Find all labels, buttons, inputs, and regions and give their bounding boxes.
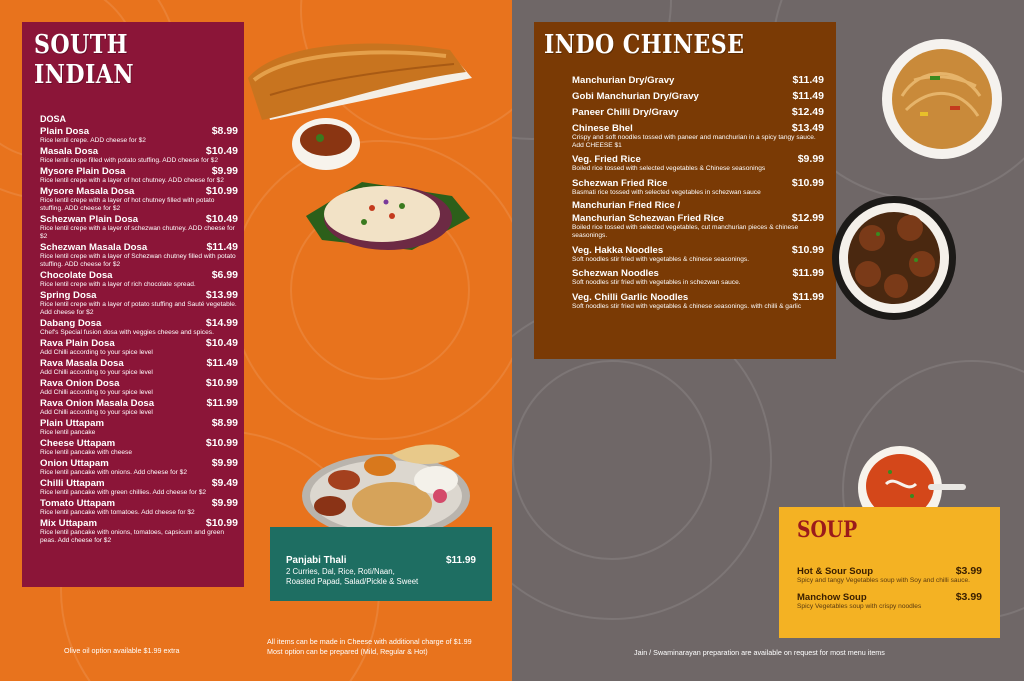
menu-item: [572, 244, 824, 264]
menu-item: [797, 591, 982, 611]
menu-item-price: $9.99: [211, 497, 238, 509]
menu-item: [572, 90, 824, 102]
menu-item: [40, 185, 238, 213]
menu-item-row: [40, 269, 238, 281]
menu-item: [40, 497, 238, 517]
menu-item-description: Rice lentil crepe. ADD cheese for $2: [40, 137, 146, 144]
menu-item: [40, 165, 238, 185]
menu-item-price: $10.99: [791, 176, 824, 189]
thali-price: $11.99: [445, 555, 476, 566]
menu-item-price: $10.49: [205, 213, 238, 225]
menu-item-name: Mysore Masala Dosa: [40, 186, 135, 197]
menu-item-name: Manchurian Fried Rice /: [572, 200, 681, 212]
menu-item-price: $13.99: [205, 289, 238, 301]
menu-item-name: Manchurian Dry/Gravy: [572, 75, 675, 86]
menu-item-price: $10.99: [205, 185, 238, 197]
menu-item-name: Paneer Chilli Dry/Gravy: [572, 107, 679, 118]
menu-item-description: Add Chilli according to your spice level: [40, 349, 153, 356]
menu-item-description: Basmati rice tossed with selected vegetables in schezwan sauce: [572, 188, 761, 196]
hakka-noodles-image: [880, 36, 1004, 162]
menu-item: [40, 397, 238, 417]
uttapam-image: [302, 176, 472, 256]
menu-item-name: Rava Plain Dosa: [40, 338, 115, 349]
menu-item-row: [40, 377, 238, 389]
thali-panel: [270, 527, 492, 601]
menu-item-description: Add Chilli according to your spice level: [40, 389, 153, 396]
menu-item-name: Gobi Manchurian Dry/Gravy: [572, 91, 699, 102]
thali-desc-line2: Roasted Papad, Salad/Pickle & Sweet: [286, 577, 419, 586]
menu-item-price: $12.49: [791, 106, 824, 118]
menu-item-price: $12.99: [791, 212, 824, 225]
menu-item-row: [40, 289, 238, 301]
menu-item-description: Soft noodles stir fried with vegetables & chinese seasonings. with chilli & garlic: [572, 302, 802, 310]
menu-item-row: [572, 267, 824, 279]
menu-item-name: Spring Dosa: [40, 290, 97, 301]
menu-item-description: Boiled rice tossed with selected vegetables, cut manchurian pieces & chinese seasonings.: [572, 224, 799, 239]
menu-item-row: [40, 357, 238, 369]
menu-item-row: [572, 200, 824, 211]
menu-item: [40, 317, 238, 337]
menu-item-name: Masala Dosa: [40, 146, 99, 157]
menu-item-name: Schezwan Masala Dosa: [40, 242, 148, 253]
menu-item: [40, 477, 238, 497]
menu-item: [572, 122, 824, 149]
menu-item-row: [40, 125, 238, 137]
menu-item-row: [572, 153, 824, 165]
menu-item-price: $11.49: [206, 357, 238, 369]
menu-item-price: $11.99: [206, 397, 238, 409]
menu-item-price: $11.49: [792, 90, 824, 102]
menu-item-row: [40, 213, 238, 225]
menu-item-row: [40, 437, 238, 449]
indo-chinese-panel: [534, 22, 836, 359]
menu-item: [40, 457, 238, 477]
menu-item-description: Rice lentil pancake with onions. Add cheese for $2: [40, 469, 187, 476]
menu-item-name: Manchow Soup: [797, 592, 867, 603]
menu-item-description: Rice lentil crepe with a layer of rich chocolate spread.: [40, 281, 196, 288]
soup-panel: [779, 507, 1000, 638]
menu-item-row: [40, 145, 238, 157]
menu-item-description: Add Chilli according to your spice level: [40, 409, 153, 416]
menu-item-price: $11.99: [792, 290, 824, 303]
menu-item-price: $3.99: [955, 565, 982, 577]
menu-item-row: [40, 517, 238, 529]
thali-image: [300, 440, 475, 540]
menu-item-row: [572, 291, 824, 303]
menu-item-description: Rice lentil crepe with a layer of hot chutney. ADD cheese for $2: [40, 177, 224, 184]
menu-item-price: $13.49: [791, 122, 824, 134]
menu-item-row: [572, 212, 824, 224]
menu-item-name: Onion Uttapam: [40, 458, 109, 469]
manchurian-gravy-image: [828, 194, 962, 322]
menu-item-name: Plain Dosa: [40, 126, 90, 137]
menu-item-name: Mix Uttapam: [40, 518, 98, 529]
menu-item-description: Rice lentil pancake with cheese: [40, 449, 132, 456]
menu-item: [572, 153, 824, 173]
menu-item-row: [572, 106, 824, 118]
menu-item-name: Manchurian Schezwan Fried Rice: [572, 213, 724, 225]
south-indian-list: [40, 125, 238, 545]
indo-chinese-list: [572, 74, 824, 310]
menu-item-name: Chilli Uttapam: [40, 478, 105, 489]
menu-item-description: Rice lentil pancake with tomatoes. Add cheese for $2: [40, 509, 195, 516]
menu-item: [572, 212, 824, 239]
menu-item: [572, 200, 824, 211]
menu-item-price: $3.99: [955, 591, 982, 603]
soup-list: [797, 565, 982, 611]
menu-item-name: Chocolate Dosa: [40, 270, 113, 281]
menu-item-row: [572, 122, 824, 134]
menu-item: [40, 125, 238, 145]
menu-item-name: Cheese Uttapam: [40, 438, 116, 449]
menu-item-description: Rice lentil crepe with a layer of hot chutney filled with potato stuffing. ADD cheese for $2: [40, 197, 215, 212]
menu-item-name: Schezwan Fried Rice: [572, 177, 668, 189]
menu-item-name: Veg. Fried Rice: [572, 154, 641, 166]
menu-item: [572, 74, 824, 86]
menu-item: [572, 177, 824, 197]
menu-item-name: Rava Masala Dosa: [40, 358, 124, 369]
thali-desc-line1: 2 Curries, Dal, Rice, Roti/Naan,: [286, 567, 395, 576]
menu-item-price: $14.99: [205, 317, 238, 329]
menu-item: [572, 291, 824, 311]
menu-item-description: Soft noodles stir fried with vegetables in schezwan sauce.: [572, 279, 741, 287]
thali-description: [286, 567, 476, 587]
menu-item-name: Tomato Uttapam: [40, 498, 115, 509]
menu-item-description: Soft noodles stir fried with vegetables & chinese seasonings.: [572, 255, 750, 263]
menu-item-price: $8.99: [211, 417, 238, 429]
cheese-note: [267, 637, 472, 657]
menu-item-row: [40, 185, 238, 197]
menu-item-name: Veg. Chilli Garlic Noodles: [572, 291, 689, 303]
menu-item-description: Rice lentil pancake with onions, tomatoes, capsicum and green peas. Add cheese for $2: [40, 529, 224, 544]
south-indian-panel: [22, 22, 244, 587]
cheese-note-line2: Most option can be prepared (Mild, Regular & Hot): [267, 647, 428, 656]
menu-item-price: $11.49: [206, 241, 238, 253]
menu-item-row: [40, 241, 238, 253]
menu-item-name: Rava Onion Dosa: [40, 378, 120, 389]
menu-item: [40, 241, 238, 269]
menu-item: [40, 213, 238, 241]
menu-item-description: Rice lentil crepe with a layer of Schezwan chutney filled with potato stuffing. ADD cheese for $2: [40, 253, 236, 268]
menu-item-row: [40, 337, 238, 349]
menu-item-price: $10.49: [205, 337, 238, 349]
menu-item-description: Rice lentil pancake with green chillies. Add cheese for $2: [40, 489, 207, 496]
menu-item-name: Mysore Plain Dosa: [40, 166, 126, 177]
menu-item-price: $11.49: [792, 74, 824, 86]
menu-item-description: Spicy and tangy Vegetables soup with Soy and chilli sauce.: [797, 577, 971, 584]
menu-item-price: $8.99: [211, 125, 238, 137]
menu-item-price: $10.49: [205, 145, 238, 157]
menu-item-price: $6.99: [211, 269, 238, 281]
menu-item-description: Add Chilli according to your spice level: [40, 369, 153, 376]
menu-item-row: [40, 497, 238, 509]
menu-item: [40, 517, 238, 545]
menu-item-name: Rava Onion Masala Dosa: [40, 398, 155, 409]
menu-item-price: $10.99: [791, 243, 824, 256]
dosa-category: DOSA: [40, 114, 67, 124]
menu-item-row: [797, 591, 982, 603]
menu-item-description: Rice lentil crepe with a layer of schezwan chutney. ADD cheese for $2: [40, 225, 235, 240]
jain-note: Jain / Swaminarayan preparation are available on request for most menu items: [634, 648, 885, 657]
menu-item-price: $10.99: [205, 517, 238, 529]
menu-item: [40, 417, 238, 437]
olive-oil-note: Olive oil option available $1.99 extra: [64, 646, 180, 655]
menu-item: [40, 289, 238, 317]
menu-item-price: $9.49: [211, 477, 238, 489]
indo-chinese-title: INDO CHINESE: [544, 30, 745, 60]
menu-item-name: Veg. Hakka Noodles: [572, 244, 664, 256]
menu-item-row: [40, 457, 238, 469]
menu-item-description: Chef's Special fusion dosa with veggies cheese and spices.: [40, 329, 214, 336]
menu-item: [40, 377, 238, 397]
menu-item-price: $9.99: [211, 165, 238, 177]
menu-item-description: Rice lentil crepe with a layer of potato stuffing and Sauté vegetable. Add cheese for $2: [40, 301, 237, 316]
menu-item: [572, 267, 824, 287]
menu-item-description: Rice lentil pancake: [40, 429, 96, 436]
soup-title: SOUP: [797, 517, 858, 543]
menu-item-name: Schezwan Noodles: [572, 268, 659, 280]
menu-item: [40, 437, 238, 457]
menu-item-description: Spicy Vegetables soup with crispy noodles: [797, 603, 922, 610]
menu-item-price: $11.99: [792, 267, 824, 280]
menu-item: [40, 145, 238, 165]
cheese-note-line1: All items can be made in Cheese with additional charge of $1.99: [267, 637, 472, 646]
thali-name: Panjabi Thali: [286, 555, 347, 566]
menu-item-row: [40, 317, 238, 329]
menu-item-row: [572, 90, 824, 102]
menu-item-name: Schezwan Plain Dosa: [40, 214, 139, 225]
menu-item-row: [40, 165, 238, 177]
menu-item: [797, 565, 982, 585]
menu-item-row: [40, 417, 238, 429]
menu-item-description: Boiled rice tossed with selected vegetables & Chinese seasonings: [572, 165, 766, 173]
menu-item-name: Dabang Dosa: [40, 318, 102, 329]
menu-item-name: Plain Uttapam: [40, 418, 104, 429]
menu-item-row: [797, 565, 982, 577]
south-indian-title: SOUTH INDIAN: [34, 30, 134, 90]
chutney-bowl-image: [290, 114, 362, 172]
menu-item: [572, 106, 824, 118]
menu-item-price: $9.99: [211, 457, 238, 469]
menu-item-price: $10.99: [205, 437, 238, 449]
mandala-pattern: [512, 360, 712, 560]
menu-item-row: [40, 477, 238, 489]
menu-item-row: [572, 244, 824, 256]
menu-item-description: Rice lentil crepe filled with potato stuffing. ADD cheese for $2: [40, 157, 219, 164]
menu-item-name: Hot & Sour Soup: [797, 566, 873, 577]
menu-item: [40, 357, 238, 377]
menu-item-row: [572, 177, 824, 189]
menu-item-price: $9.99: [797, 153, 824, 166]
menu-item-price: $10.99: [205, 377, 238, 389]
menu-item-row: [40, 397, 238, 409]
menu-item: [40, 269, 238, 289]
menu-item-description: Crispy and soft noodles tossed with paneer and manchurian in a spicy tangy sauce. Add CHEESE $1: [572, 134, 816, 149]
menu-item: [40, 337, 238, 357]
menu-item-row: [572, 74, 824, 86]
menu-item-name: Chinese Bhel: [572, 123, 633, 134]
